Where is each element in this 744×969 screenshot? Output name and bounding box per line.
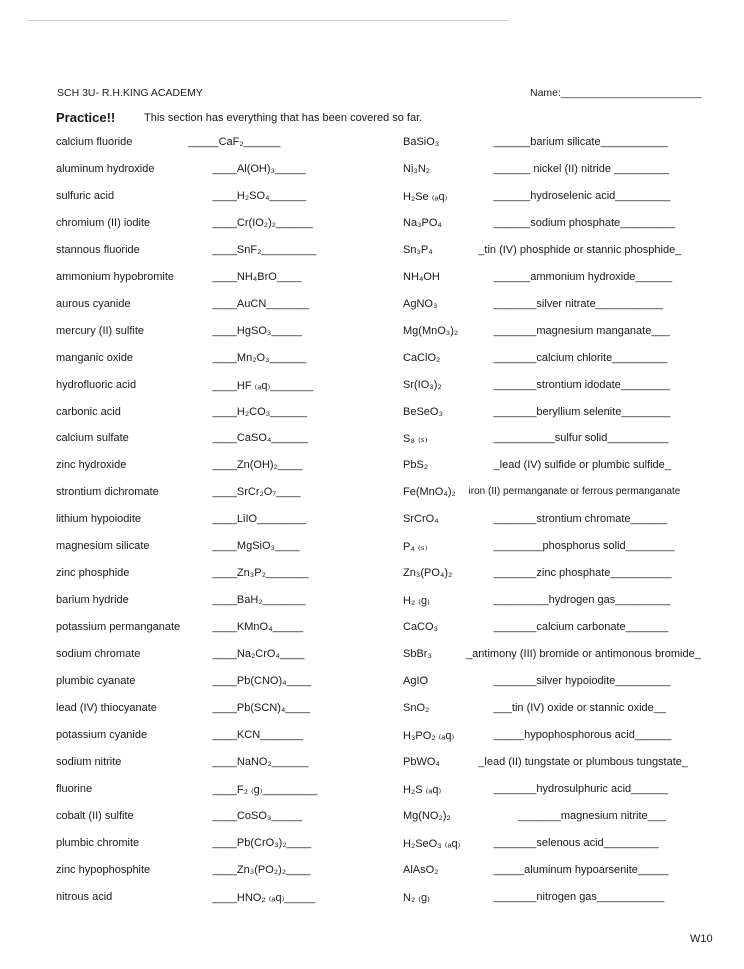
exercise-row	[0, 702, 744, 722]
formula: SbBr₃	[403, 648, 432, 661]
compound-name: plumbic cyanate	[56, 675, 136, 687]
formula-answer: ____HF ₍ₐq₎_______	[188, 379, 314, 392]
formula-answer: ____Pb(SCN)₄____	[188, 701, 310, 714]
formula: Sn₃P₄	[403, 243, 433, 256]
compound-name: aurous cyanide	[56, 297, 131, 310]
compound-name: cobalt (II) sulfite	[56, 809, 134, 822]
formula: P₄ ₍ₛ₎	[403, 541, 428, 554]
compound-name: lead (IV) thiocyanate	[56, 701, 157, 714]
formula: CaCO₃	[403, 621, 439, 634]
exercise-row	[0, 379, 744, 399]
formula-answer: ____Mn₂O₃______	[188, 351, 307, 364]
compound-name: magnesium silicate	[56, 540, 150, 553]
formula-answer: ____MgSiO₃____	[188, 540, 300, 553]
exercise-row	[0, 729, 744, 749]
exercise-row	[0, 298, 744, 318]
page-code: W10	[690, 933, 713, 945]
name-field: Name:________________________	[530, 87, 702, 99]
compound-name: calcium fluoride	[56, 136, 133, 148]
name-answer: _______strontium idodate________	[463, 378, 670, 391]
page-subtitle: This section has everything that has been covered so far.	[144, 112, 423, 124]
formula: SrCrO₄	[403, 513, 439, 526]
scan-top-line	[28, 20, 508, 21]
compound-name: zinc hydroxide	[56, 459, 127, 472]
exercise-row	[0, 190, 744, 210]
compound-name: zinc hypophosphite	[56, 863, 151, 876]
formula: N₂ ₍g₎	[403, 891, 430, 904]
name-answer: __________sulfur solid__________	[463, 432, 669, 445]
compound-name: nitrous acid	[56, 890, 113, 903]
formula: CaClO₂	[403, 351, 441, 364]
exercise-row	[0, 217, 744, 237]
formula: Fe(MnO₄)₂	[403, 486, 456, 499]
name-answer: _______zinc phosphate__________	[463, 567, 672, 580]
exercise-row	[0, 864, 744, 884]
formula: Zn₃(PO₄)₂	[403, 567, 453, 580]
formula: H₃PO₂ ₍ₐq₎	[403, 729, 455, 742]
name-answer: _______nitrogen gas___________	[463, 890, 665, 903]
exercise-row	[0, 513, 744, 533]
name-answer: _______calcium carbonate_______	[463, 621, 669, 634]
exercise-row	[0, 163, 744, 183]
exercise-row	[0, 432, 744, 452]
exercise-row	[0, 325, 744, 345]
name-answer: ______barium silicate___________	[463, 136, 668, 148]
name-answer: ______ nickel (II) nitride _________	[463, 162, 670, 175]
compound-name: chromium (II) iodite	[56, 216, 151, 229]
formula-answer: ____H₂CO₃______	[188, 405, 307, 418]
compound-name: zinc phosphide	[56, 567, 130, 580]
compound-name: strontium dichromate	[56, 486, 159, 499]
formula: Na₃PO₄	[403, 216, 442, 229]
formula-answer: ____KCN_______	[188, 728, 303, 741]
formula-answer: ____Pb(CNO)₄____	[188, 675, 312, 687]
compound-name: sodium chromate	[56, 648, 141, 661]
name-answer: _lead (II) tungstate or plumbous tungstate_	[463, 755, 689, 768]
name-answer: _______beryllium selenite________	[463, 405, 671, 418]
formula-answer: ____Zn(OH)₂____	[188, 459, 303, 472]
formula: Sr(IO₃)₂	[403, 378, 442, 391]
compound-name: stannous fluoride	[56, 243, 140, 256]
compound-name: mercury (II) sulfite	[56, 324, 145, 337]
name-answer: _____aluminum hypoarsenite_____	[463, 863, 669, 876]
formula-answer: ____CaSO₄______	[188, 432, 309, 445]
formula-answer: ____BaH₂_______	[188, 594, 306, 607]
name-answer: _______magnesium manganate___	[463, 324, 670, 337]
compound-name: carbonic acid	[56, 405, 121, 418]
exercise-row	[0, 621, 744, 641]
formula: S₈ ₍ₛ₎	[403, 433, 428, 446]
formula-answer: ____HNO₂ ₍ₐq₎_____	[188, 891, 315, 904]
page-title: Practice!!	[56, 110, 116, 125]
name-answer: ___tin (IV) oxide or stannic oxide__	[463, 701, 666, 714]
name-answer: _______calcium chlorite_________	[463, 351, 668, 364]
name-answer: _______strontium chromate______	[463, 513, 668, 526]
exercise-row	[0, 756, 744, 776]
compound-name: fluorine	[56, 782, 93, 795]
formula: H₂Se ₍ₐq₎	[403, 190, 448, 203]
formula: SnO₂	[403, 701, 430, 714]
formula: BeSeO₃	[403, 405, 443, 418]
compound-name: potassium cyanide	[56, 728, 148, 741]
exercise-row	[0, 136, 744, 156]
exercise-row	[0, 675, 744, 695]
formula-answer: ____F₂ ₍g₎_________	[188, 783, 318, 796]
exercise-row	[0, 244, 744, 264]
formula: Mg(MnO₃)₂	[403, 324, 459, 337]
compound-name: aluminum hydroxide	[56, 162, 155, 175]
name-answer: _tin (IV) phosphide or stannic phosphide_	[463, 243, 682, 256]
name-answer: _______magnesium nitrite___	[463, 809, 667, 822]
formula-answer: ____SrCr₂O₇____	[188, 486, 301, 499]
name-answer: _______silver hypoiodite_________	[463, 675, 671, 687]
exercise-row	[0, 567, 744, 587]
exercise-row	[0, 891, 744, 911]
formula-answer: ____LiIO________	[188, 513, 307, 526]
formula-answer: ____KMnO₄_____	[188, 621, 304, 634]
formula: AgNO₃	[403, 297, 438, 310]
formula-answer: ____Pb(CrO₃)₂____	[188, 836, 312, 849]
exercise-row	[0, 783, 744, 803]
formula-answer: ____Na₂CrO₄____	[188, 648, 305, 661]
name-answer: ______hydroselenic acid_________	[463, 189, 671, 202]
formula-answer: ____Al(OH)₃_____	[188, 162, 306, 175]
name-answer: _______selenous acid_________	[463, 836, 659, 849]
formula: Ni₃N₂	[403, 162, 431, 175]
formula-answer: ____Zn₃P₂_______	[188, 567, 309, 580]
exercise-row	[0, 540, 744, 560]
formula-answer: ____Cr(IO₂)₂______	[188, 216, 313, 229]
formula: H₂ ₍g₎	[403, 595, 430, 608]
formula-answer: ____SnF₂_________	[188, 243, 317, 256]
exercise-row	[0, 459, 744, 479]
formula-answer: ____HgSO₃_____	[188, 324, 302, 337]
compound-name: plumbic chromite	[56, 836, 140, 849]
formula-answer: _____CaF₂______	[188, 136, 281, 148]
exercise-row	[0, 352, 744, 372]
formula: PbWO₄	[403, 755, 440, 768]
name-answer: _______hydrosulphuric acid______	[463, 782, 668, 795]
formula: AgIO	[403, 675, 429, 687]
course-label: SCH 3U- R.H.KING ACADEMY	[57, 87, 203, 99]
exercise-row	[0, 594, 744, 614]
compound-name: ammonium hypobromite	[56, 270, 174, 283]
formula-answer: ____Zn₃(PO₂)₂____	[188, 863, 311, 876]
exercise-row	[0, 648, 744, 668]
formula-answer: ____NH₄BrO____	[188, 270, 302, 283]
exercise-row	[0, 837, 744, 857]
compound-name: calcium sulfate	[56, 432, 129, 445]
formula-answer: ____AuCN_______	[188, 297, 310, 310]
formula: AlAsO₂	[403, 863, 439, 876]
name-answer: _____hypophosphorous acid______	[463, 728, 672, 741]
exercise-row	[0, 406, 744, 426]
name-answer: _lead (IV) sulfide or plumbic sulfide_	[463, 459, 671, 472]
compound-name: hydrofluoric acid	[56, 378, 137, 391]
formula: BaSiO₃	[403, 136, 440, 148]
name-answer: _________hydrogen gas_________	[463, 594, 671, 607]
exercise-row	[0, 810, 744, 830]
formula: Mg(NO₂)₂	[403, 809, 451, 822]
compound-name: potassium permanganate	[56, 621, 181, 634]
name-answer: ______sodium phosphate_________	[463, 216, 676, 229]
compound-name: lithium hypoiodite	[56, 513, 141, 526]
name-answer: _______silver nitrate___________	[463, 297, 663, 310]
formula: H₂S ₍ₐq₎	[403, 783, 442, 796]
formula: NH₄OH	[403, 270, 440, 283]
compound-name: manganic oxide	[56, 351, 134, 364]
name-answer: ________phosphorus solid________	[463, 540, 675, 553]
formula-answer: ____H₂SO₄______	[188, 189, 307, 202]
compound-name: sodium nitrite	[56, 755, 122, 768]
formula-answer: ____CoSO₃_____	[188, 809, 302, 822]
formula: PbS₂	[403, 459, 429, 472]
name-answer: _antimony (III) bromide or antimonous bromide_	[463, 648, 701, 661]
compound-name: barium hydride	[56, 594, 129, 607]
name-answer: ______ammonium hydroxide______	[463, 270, 673, 283]
formula-answer: ____NaNO₂______	[188, 755, 309, 768]
compound-name: sulfuric acid	[56, 189, 115, 202]
exercise-row	[0, 271, 744, 291]
name-answer: iron (II) permanganate or ferrous permanganate	[463, 486, 681, 498]
formula: H₂SeO₃ ₍ₐq₎	[403, 837, 461, 850]
exercise-row	[0, 486, 744, 506]
